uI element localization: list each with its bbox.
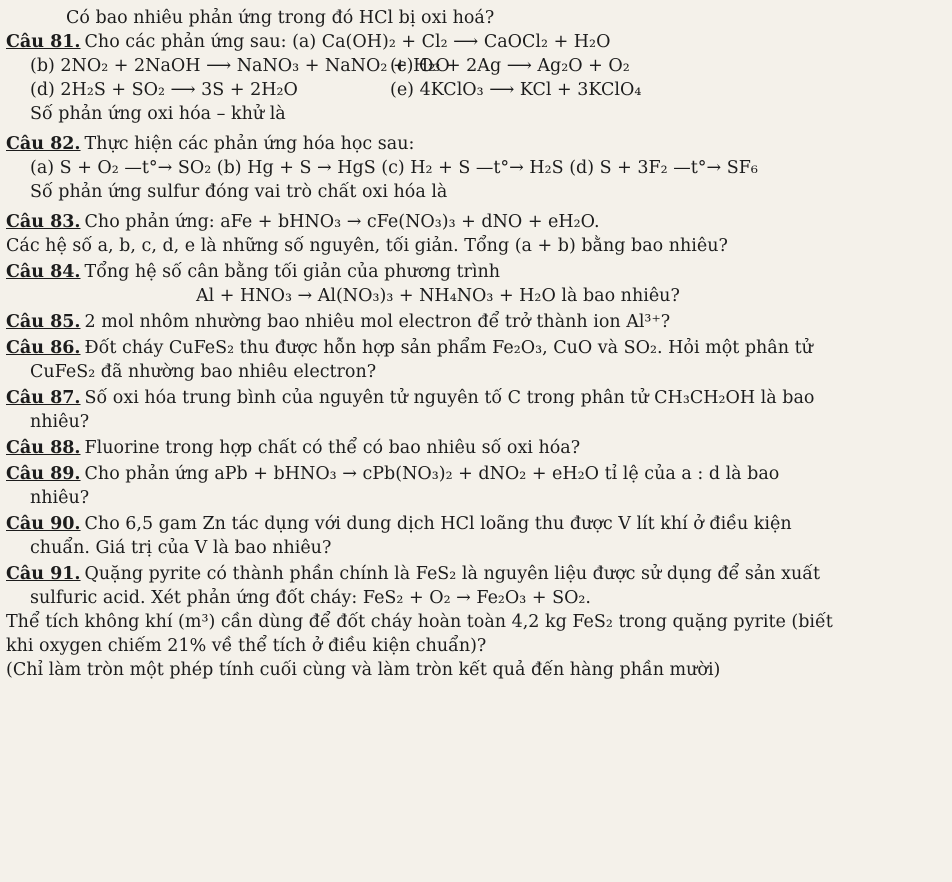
question-text: Cho phản ứng: aFe + bHNO₃ → cFe(NO₃)₃ + dNO + eH₂O.	[84, 212, 600, 232]
q91-line-3: Thể tích không khí (m³) cần dùng để đốt cháy hoàn toàn 4,2 kg FeS₂ trong quặng pyrite (biết	[6, 612, 833, 632]
question-text: Tổng hệ số cân bằng tối giản của phương trình	[84, 262, 501, 282]
q91-line-2: sulfuric acid. Xét phản ứng đốt cháy: FeS₂ + O₂ → Fe₂O₃ + SO₂.	[30, 588, 591, 608]
question-label: Câu 86.	[6, 338, 81, 358]
question-text: Fluorine trong hợp chất có thể có bao nhiêu số oxi hóa?	[84, 438, 581, 458]
question-text: Cho phản ứng aPb + bHNO₃ → cPb(NO₃)₂ + dNO₂ + eH₂O tỉ lệ của a : d là bao	[84, 464, 780, 484]
question-text: Quặng pyrite có thành phần chính là FeS₂ là nguyên liệu được sử dụng để sản xuất	[84, 564, 821, 584]
question-label: Câu 84.	[6, 262, 81, 282]
q82-question: Số phản ứng sulfur đóng vai trò chất oxi hóa là	[30, 182, 448, 202]
question-87	[6, 386, 944, 410]
question-label: Câu 82.	[6, 134, 81, 154]
q83-line-2: Các hệ số a, b, c, d, e là những số nguyên, tối giản. Tổng (a + b) bằng bao nhiêu?	[6, 236, 728, 256]
question-label: Câu 83.	[6, 212, 81, 232]
question-88	[6, 436, 944, 460]
question-86	[6, 336, 944, 360]
q82-reactions: (a) S + O₂ —t°→ SO₂ (b) Hg + S → HgS (c) H₂ + S —t°→ H₂S (d) S + 3F₂ —t°→ SF₆	[30, 158, 758, 178]
question-text: Thực hiện các phản ứng hóa học sau:	[84, 134, 415, 154]
q89-line-2: nhiêu?	[30, 488, 90, 508]
question-81	[6, 30, 944, 54]
question-label: Câu 89.	[6, 464, 81, 484]
question-label: Câu 87.	[6, 388, 81, 408]
question-label: Câu 90.	[6, 514, 81, 534]
q91-line-4: khi oxygen chiếm 21% về thể tích ở điều kiện chuẩn)?	[6, 636, 487, 656]
question-91	[6, 562, 944, 586]
question-84	[6, 260, 944, 284]
question-text: Cho các phản ứng sau: (a) Ca(OH)₂ + Cl₂ ⟶ CaOCl₂ + H₂O	[84, 32, 611, 52]
question-label: Câu 91.	[6, 564, 81, 584]
question-label: Câu 88.	[6, 438, 81, 458]
q81-reaction-c: (c) O₃ + 2Ag ⟶ Ag₂O + O₂	[390, 56, 630, 76]
q81-reaction-d: (d) 2H₂S + SO₂ ⟶ 3S + 2H₂O	[30, 80, 298, 100]
q84-line-2: Al + HNO₃ → Al(NO₃)₃ + NH₄NO₃ + H₂O là bao nhiêu?	[196, 286, 680, 306]
q81-reactions-row-2	[6, 78, 944, 102]
question-text: 2 mol nhôm nhường bao nhiêu mol electron để trở thành ion Al³⁺?	[84, 312, 671, 332]
q91-line-5: (Chỉ làm tròn một phép tính cuối cùng và làm tròn kết quả đến hàng phần mười)	[6, 660, 721, 680]
question-text: Số oxi hóa trung bình của nguyên tử nguyên tố C trong phân tử CH₃CH₂OH là bao	[84, 388, 815, 408]
question-82	[6, 132, 944, 156]
question-text: Đốt cháy CuFeS₂ thu được hỗn hợp sản phẩm Fe₂O₃, CuO và SO₂. Hỏi một phân tử	[84, 338, 813, 358]
question-89	[6, 462, 944, 486]
question-85	[6, 310, 944, 334]
q81-reactions-row-1	[6, 54, 944, 78]
question-label: Câu 81.	[6, 32, 81, 52]
q87-line-2: nhiêu?	[30, 412, 90, 432]
q86-line-2: CuFeS₂ đã nhường bao nhiêu electron?	[30, 362, 377, 382]
q81-reaction-b: (b) 2NO₂ + 2NaOH ⟶ NaNO₃ + NaNO₂ + H₂O	[30, 56, 450, 76]
question-label: Câu 85.	[6, 312, 81, 332]
question-83	[6, 210, 944, 234]
q81-question: Số phản ứng oxi hóa – khử là	[30, 104, 286, 124]
question-text: Cho 6,5 gam Zn tác dụng với dung dịch HCl loãng thu được V lít khí ở điều kiện	[84, 514, 792, 534]
q90-line-2: chuẩn. Giá trị của V là bao nhiêu?	[30, 538, 332, 558]
intro-line: Có bao nhiêu phản ứng trong đó HCl bị oxi hoá?	[66, 8, 495, 28]
question-90	[6, 512, 944, 536]
q81-reaction-e: (e) 4KClO₃ ⟶ KCl + 3KClO₄	[390, 80, 642, 100]
